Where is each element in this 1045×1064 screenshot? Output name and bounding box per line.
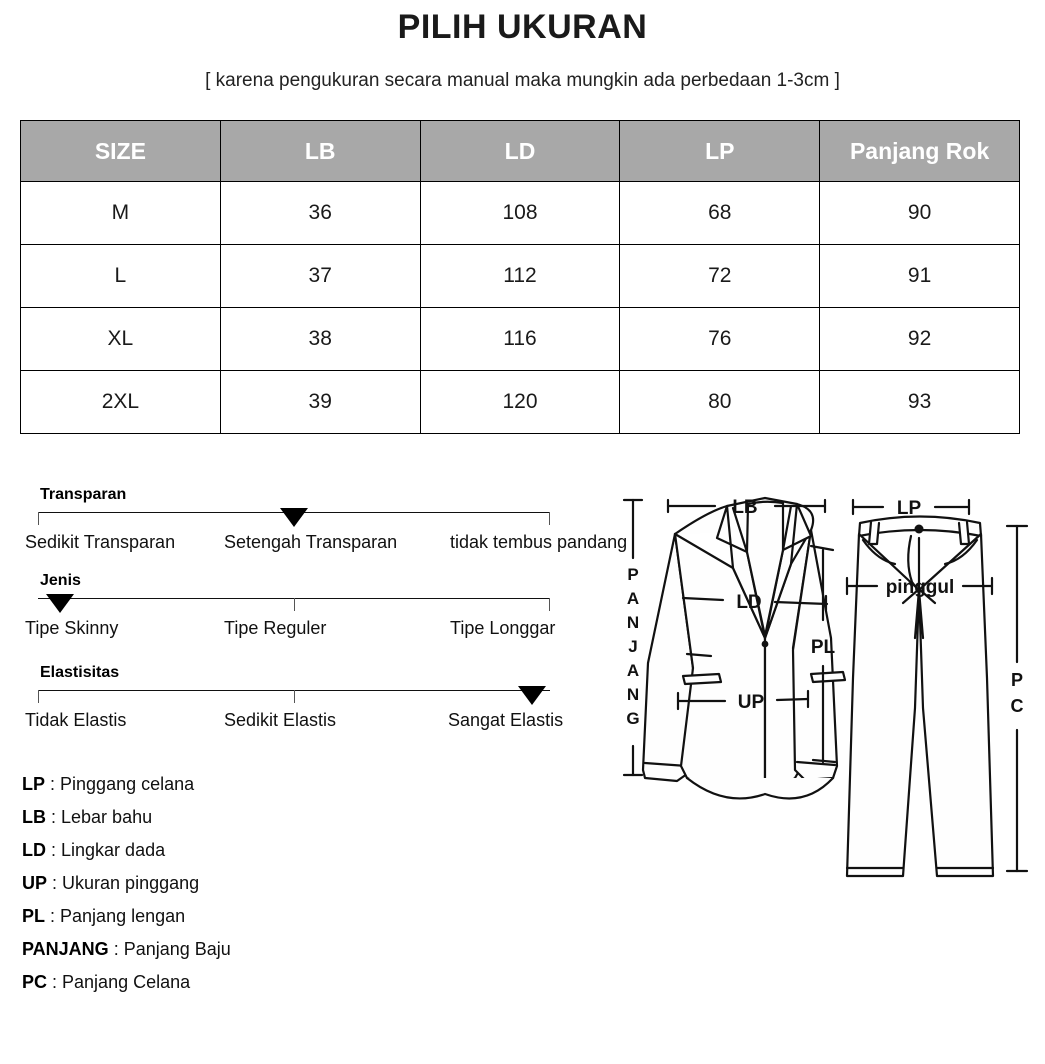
- scale-labels: [20, 618, 630, 642]
- scale-labels: [20, 710, 630, 734]
- dimension-label-lp: LP: [896, 498, 922, 519]
- cell-panjang-rok: 91: [820, 245, 1020, 308]
- legend-item-up: [22, 867, 442, 900]
- scale-labels: [20, 532, 630, 556]
- scale-label-high: tidak tembus pandang: [450, 532, 628, 552]
- cell-lp: 68: [620, 182, 820, 245]
- scale-marker-triangle-icon[interactable]: [46, 594, 74, 613]
- up-line-right: [777, 699, 808, 700]
- scale-label-low: Tipe Skinny: [25, 618, 119, 638]
- pants-illustration: [847, 517, 993, 877]
- scale-tick-right: [549, 598, 550, 611]
- garment-diagram-svg: [615, 478, 1045, 898]
- dimension-pc: [1007, 526, 1027, 871]
- table-row: [21, 245, 1020, 308]
- scale-track[interactable]: [38, 512, 550, 532]
- dimension-panjang: [624, 500, 642, 775]
- cell-lb: 39: [220, 371, 420, 434]
- cell-ld: 116: [420, 308, 620, 371]
- legend-abbr: PC: [22, 972, 48, 992]
- scale-label-high: Sangat Elastis: [448, 710, 564, 730]
- scale-track[interactable]: [38, 690, 550, 710]
- scale-label-mid: Sedikit Elastis: [224, 710, 337, 730]
- cell-lb: 38: [220, 308, 420, 371]
- dimension-label-panjang-n1: N: [626, 613, 640, 632]
- scale-tick-right: [549, 512, 550, 525]
- legend-abbr: PANJANG: [22, 939, 109, 959]
- cell-panjang-rok: 90: [820, 182, 1020, 245]
- legend-description: Pinggang celana: [60, 774, 195, 794]
- legend-abbr: LB: [22, 807, 46, 827]
- measurement-diagram: [615, 478, 1045, 898]
- column-header-size: SIZE: [21, 121, 221, 182]
- table-row: [21, 182, 1020, 245]
- table-row: [21, 308, 1020, 371]
- dimension-label-pc-p: P: [1010, 670, 1024, 690]
- cell-panjang-rok: 93: [820, 371, 1020, 434]
- scale-label-high: Tipe Longgar: [450, 618, 556, 638]
- size-chart-table: [20, 120, 1020, 434]
- blazer-hem: [687, 778, 833, 798]
- page-subtitle: [ karena pengukuran secara manual maka mungkin ada perbedaan 1-3cm ]: [205, 70, 840, 91]
- column-header-lb: LB: [220, 121, 420, 182]
- cell-lp: 80: [620, 371, 820, 434]
- legend-abbr: PL: [22, 906, 46, 926]
- scale-track[interactable]: [38, 598, 550, 618]
- legend-separator: :: [45, 774, 61, 794]
- legend-separator: :: [46, 807, 62, 827]
- scale-label-mid: Tipe Reguler: [224, 618, 327, 638]
- scale-tick-mid: [294, 690, 295, 703]
- column-header-panjang-rok: Panjang Rok: [820, 121, 1020, 182]
- dimension-label-panjang-a2: A: [626, 661, 640, 680]
- pants-button: [915, 525, 924, 534]
- scale-marker-triangle-icon[interactable]: [280, 508, 308, 527]
- legend-item-panjang: [22, 933, 442, 966]
- blazer-right-pocket: [811, 672, 845, 682]
- dimension-label-up: UP: [737, 692, 765, 713]
- pants-belt-loop-left: [869, 522, 879, 544]
- attribute-scales: [20, 486, 630, 756]
- legend-item-ld: [22, 834, 442, 867]
- legend-separator: :: [45, 906, 61, 926]
- scale-title: Jenis: [40, 572, 81, 589]
- cell-ld: 108: [420, 182, 620, 245]
- blazer-button: [762, 641, 769, 648]
- legend-description: Panjang lengan: [60, 906, 186, 926]
- dimension-label-panjang-j: J: [628, 637, 638, 656]
- legend-separator: :: [46, 840, 62, 860]
- legend-description: Panjang Celana: [62, 972, 191, 992]
- dimension-label-pc-c: C: [1010, 696, 1024, 716]
- table-header-row: [21, 121, 1020, 182]
- scale-tick-mid: [294, 598, 295, 611]
- scale-tick-left: [38, 690, 39, 703]
- column-header-ld: LD: [420, 121, 620, 182]
- legend-abbr: LP: [22, 774, 46, 794]
- legend-item-pl: [22, 900, 442, 933]
- legend-item-pc: [22, 966, 442, 999]
- dimension-label-ld: LD: [736, 592, 762, 613]
- cell-ld: 112: [420, 245, 620, 308]
- dimension-label-pinggul: pinggul: [885, 577, 955, 598]
- cell-size: M: [21, 182, 221, 245]
- cell-size: L: [21, 245, 221, 308]
- cell-ld: 120: [420, 371, 620, 434]
- dimension-label-panjang-g: G: [626, 709, 640, 728]
- cell-lp: 72: [620, 245, 820, 308]
- pants-belt-loop-right: [959, 522, 969, 544]
- dimension-label-pl: PL: [810, 637, 836, 658]
- dimension-label-lb: LB: [732, 497, 758, 518]
- blazer-left-pocket: [683, 674, 721, 684]
- cell-lb: 36: [220, 182, 420, 245]
- legend-separator: :: [108, 939, 124, 959]
- legend-description: Lebar bahu: [61, 807, 153, 827]
- scale-title: Transparan: [40, 486, 127, 503]
- page-title: PILIH UKURAN: [397, 8, 648, 46]
- scale-marker-triangle-icon[interactable]: [518, 686, 546, 705]
- cell-lp: 76: [620, 308, 820, 371]
- legend-separator: :: [47, 873, 63, 893]
- legend-item-lp: [22, 768, 442, 801]
- legend-separator: :: [47, 972, 63, 992]
- dimension-lp: [853, 498, 969, 519]
- column-header-lp: LP: [620, 121, 820, 182]
- cell-size: 2XL: [21, 371, 221, 434]
- abbreviation-legend: [22, 768, 442, 999]
- dimension-label-panjang-p: P: [627, 565, 639, 584]
- legend-item-lb: [22, 801, 442, 834]
- legend-description: Ukuran pinggang: [62, 873, 200, 893]
- cell-lb: 37: [220, 245, 420, 308]
- dimension-label-panjang-a1: A: [626, 589, 640, 608]
- scale-title: Elastisitas: [40, 664, 120, 681]
- table-row: [21, 371, 1020, 434]
- scale-label-low: Sedikit Transparan: [25, 532, 176, 552]
- legend-description: Panjang Baju: [123, 939, 231, 959]
- cell-panjang-rok: 92: [820, 308, 1020, 371]
- scale-label-low: Tidak Elastis: [25, 710, 127, 730]
- legend-abbr: LD: [22, 840, 46, 860]
- dimension-label-panjang-n2: N: [626, 685, 640, 704]
- scale-label-mid: Setengah Transparan: [224, 532, 398, 552]
- scale-tick-left: [38, 512, 39, 525]
- legend-description: Lingkar dada: [61, 840, 166, 860]
- legend-abbr: UP: [22, 873, 48, 893]
- cell-size: XL: [21, 308, 221, 371]
